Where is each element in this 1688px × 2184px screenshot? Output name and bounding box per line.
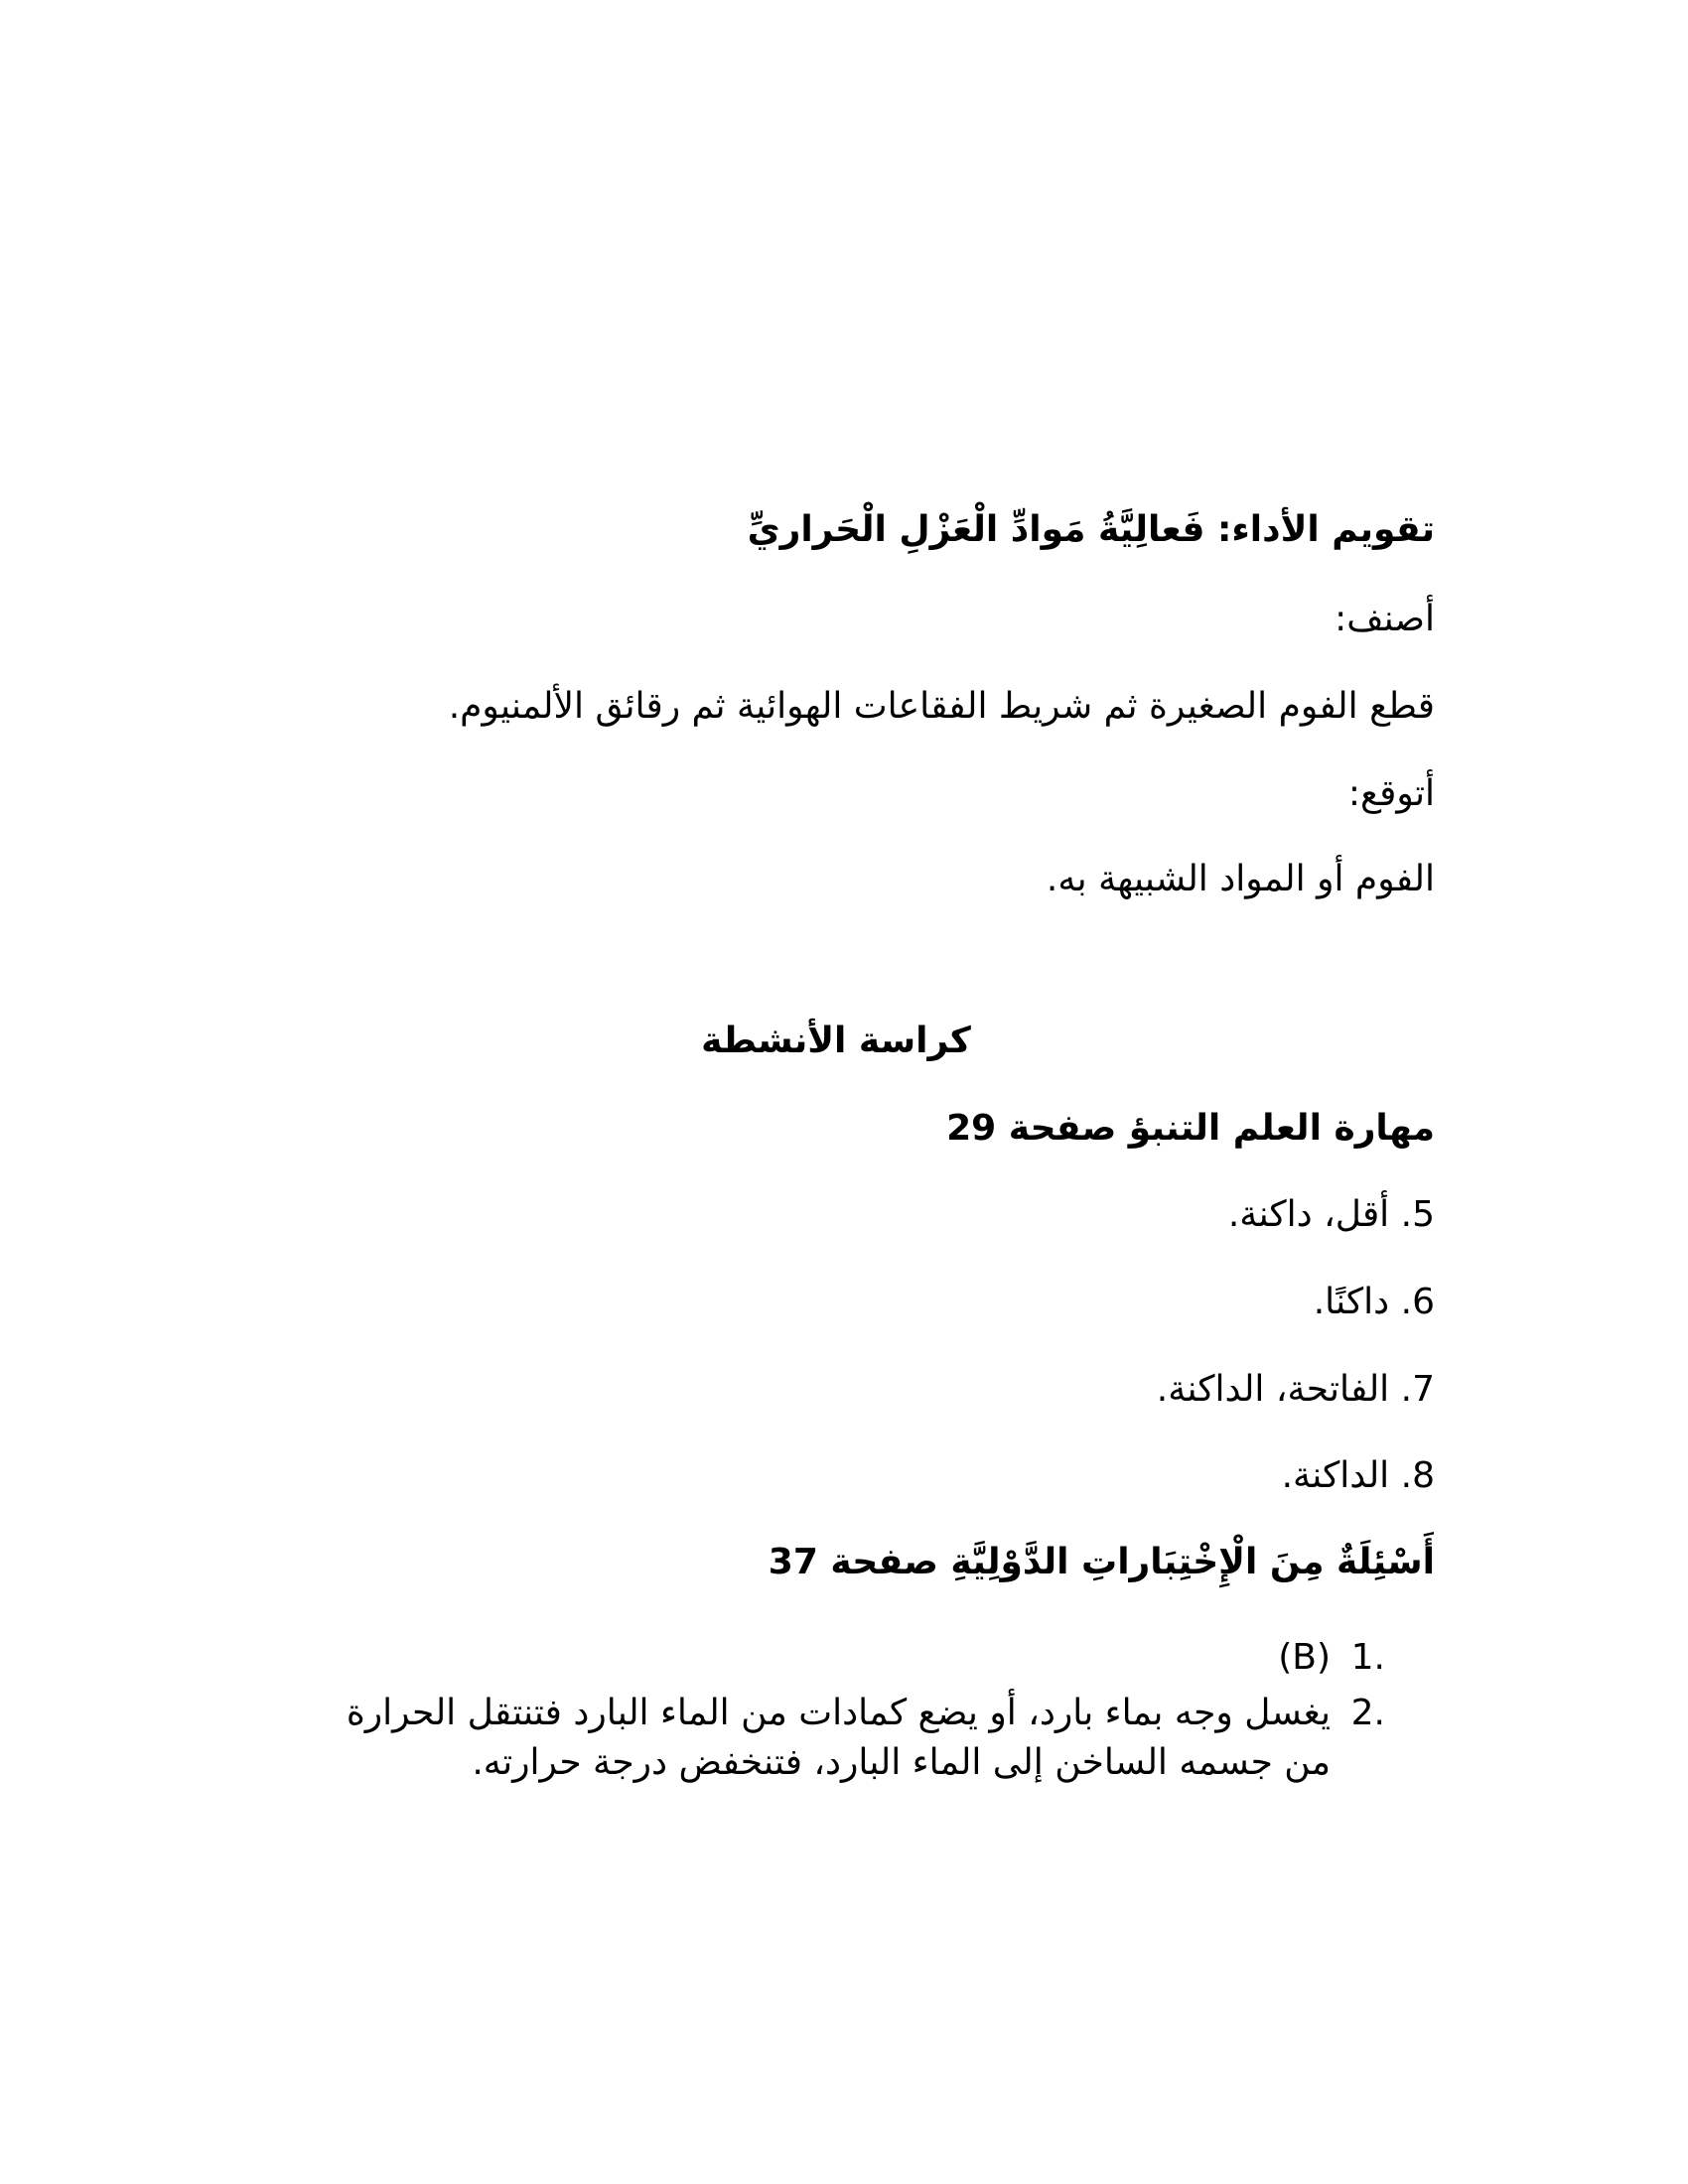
question-item [323,1633,1385,1683]
list-item-number: 6. [1400,1282,1435,1322]
list-item [1314,1279,1435,1326]
list-item-number: 8. [1400,1455,1435,1496]
list-item-number: 5. [1400,1194,1435,1235]
activity-book-title-text: كراسة الأنشطة [701,1021,971,1061]
question-number: .2 [1350,1693,1385,1733]
question-item [323,1689,1385,1788]
list-item-text: داكنًا. [1313,1282,1390,1322]
question-answer: (B) [1278,1637,1331,1678]
list-item-text: الداكنة. [1281,1455,1390,1496]
science-skill-heading: مهارة العلم التنبؤ صفحة 29 [946,1108,1435,1149]
list-item-number: 7. [1400,1369,1435,1410]
list-item [1228,1191,1435,1239]
performance-assessment-heading: تقويم الأداء: فَعالِيَّةُ مَوادِّ الْعَزْلِ الْحَراريِّ [747,509,1435,550]
question-answer: يغسل وجه بماء بارد، أو يضع كمادات من الماء البارد فتنتقل الحرارة من جسمه الساخن إلى الماء البارد، فتنخفض درجة حرارته. [346,1693,1331,1783]
questions-list [323,1633,1385,1788]
question-number: .1 [1350,1637,1385,1678]
list-item-text: أقل، داكنة. [1227,1194,1390,1235]
predict-answer: الفوم أو المواد الشبيهة به. [1046,859,1435,899]
predict-label: أتوقع: [1347,773,1435,814]
classify-label: أصنف: [1335,599,1435,639]
international-tests-heading: أَسْئِلَةٌ مِنَ الْإِخْتِبَاراتِ الدَّوْلِيَّةِ صفحة 37 [768,1542,1435,1582]
list-item [1157,1366,1435,1414]
classify-answer: قطع الفوم الصغيرة ثم شريط الفقاعات الهوائية ثم رقائق الألمنيوم. [448,686,1435,727]
list-item [1282,1452,1435,1500]
list-item-text: الفاتحة، الداكنة. [1156,1369,1390,1410]
activity-book-title [0,1018,1688,1065]
